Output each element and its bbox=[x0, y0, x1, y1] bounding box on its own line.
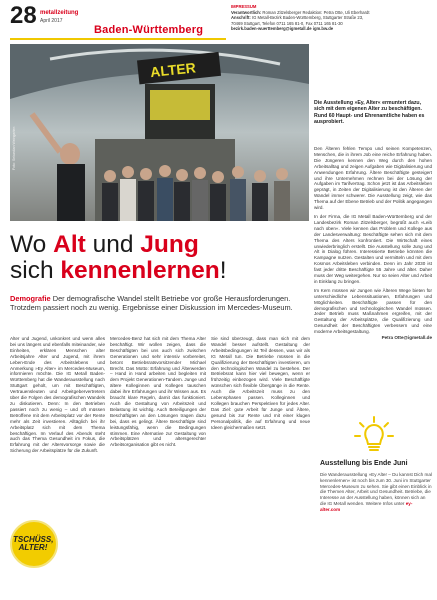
box-body: Die Wanderausstellung »Ey Alter – Du kannst Dich mal kennenlernen« ist noch bis zum 30. Juni im Stuttgarter Mercedes-Museum zu sehen. Sie gibt einen Einblick in die Themen Alter, Arbeit und Gesundheit. Betriebe, die Interesse an der Ausstellung haben, können sich an die IG Metall wenden. Weitere Infos unter bbox=[320, 472, 432, 506]
headline-alt: Alt bbox=[53, 231, 86, 258]
photo-credit: Foto: Sebastian Weingarten bbox=[12, 126, 16, 170]
impressum-line-1: Roman Zitzelsberger Redaktion: Petra Otte, Uli Eberhardt bbox=[262, 9, 370, 15]
lightbulb-icon bbox=[354, 416, 394, 456]
headline bbox=[10, 232, 310, 284]
group-photo bbox=[10, 44, 309, 221]
headline-word: und bbox=[85, 231, 141, 258]
right-column bbox=[314, 146, 432, 341]
article-column-3: Sie sind überzeugt, dass man sich mit dem Wandel besser aufstellt. Gestaltung der Arbeitsbedingungen ist Teil dessen, was wir als IG Metall tun. Die Betriebe müssen in die Qualifizierung der Beschäftigten investieren, um den technologischen Wandel zu bestehen. Der Betriebsrat kann hier viel bewegen, wenn er frühzeitig einbezogen wird. Viele Beschäftigte wünschen sich flexible Übergänge in die Rente. Auch die Arbeitszeit muss zu den Lebensphasen passen. Kolleginnen und Kollegen brauchen Perspektiven für jedes Alter. Das Ziel: gute Arbeit für Junge und Ältere, gesund bis zur Rente und mit einer klugen Personalpolitik, die auf Erfahrung und neue Ideen gleichermaßen setzt. bbox=[211, 336, 310, 430]
magazine-name: metallzeitung bbox=[40, 10, 79, 16]
headline-jung: Jung bbox=[140, 231, 199, 258]
article-column-1: Alter und Jugend, unkonkret und wenn alles bei uns längers und ebenfalls miteinander, wie Einheiten, erklären Menschen alter Arbeitsjahre Alter und Jugend, mit ihrem Leben-Ende des Arbeitslebens und Anmerkung »Ey Alter« im Mercedes-Museum, informieren möchte. Die IG Metall Baden-Württemberg hat die Wanderausstellung nach Stuttgart geholt, um mit Beschäftigten, Vertrauensleuten und Arbeitgebervertretern über die Folgen des demografischen Wandels zu diskutieren. Denn: In den Betrieben passiert noch zu wenig – und oft müssen Betroffene mit dem Arbeitsplatz vor der Rente mehr als Zeit investieren. Alltäglich bei ihr Arbeitsplatz sich mit dem Thema beschäftigen. Im Verlauf des Abends steht auch das Thema Gesundheit im Fokus, die Erfahrung mit der Altersvorsorge sowie die Sicherung der Arbeitsplätze für die Zukunft. bbox=[10, 336, 105, 454]
group-photo-illustration bbox=[10, 44, 309, 221]
page-number: 28 bbox=[10, 2, 37, 29]
impressum-label-2: Anschrift: bbox=[231, 15, 251, 21]
box-text bbox=[320, 472, 432, 513]
box-title: Ausstellung bis Ende Juni bbox=[320, 460, 408, 467]
right-paragraph-2: In der Firma, die IG Metall Baden-Württemberg und der Landesbezirk Roman Zitzelsberger, begrüßt auch »Leib nach oben«. Viele kennen das Problem und Kollege aus der Landesverwaltung: Beschäftigte sehen sich mit dem Thema des Alters konfrontiert. Die Wirtschaft eines unwiederbringlich erstellt. Die Ausstellung solle Jung und Alt in Dialog führen. Interessierte Betriebe könnten die Kampagne nutzen. Gestalten und vermitteln und mit dem Kosmos Arbeitsleben verbinden. Denn im Jahr 2030 ist fast jeder dritte Beschäftigte 55 Jahre und älter. Daher muss der Weg weitergehen. Nur so seien Alter und Arbeit in Einklang zu bringen. bbox=[314, 213, 432, 284]
impressum-title: IMPRESSUM bbox=[231, 4, 257, 9]
article-column-2: Mercedes-Benz hat sich mit dem Thema Alter beschäftigt. Wir wollen zeigen, dass die Beschäftigten bei uns auch sich zwischen Generationen und sehr intensiv vorbereitet, betont Betriebsratsvorsitzender Michael Brecht. Das Motto: Erfahrung und Älterwerden – Hand in Hand arbeiten und begleiten mit dem Projekt Generationen-Tandem. Junge und ältere Kolleginnen und Kollegen tauschen dabei ihre Erfahrungen und ihr Wissen aus. Es braucht klare Regeln, damit das funktioniert. Auch die Gestaltung von Arbeitszeit und Belastung ist wichtig. Auch Beteiligungen der Beschäftigten an den Lösungen tragen dazu bei, dass es gelingt. Ältere Beschäftigte sind leistungsfähig, wenn die Bedingungen stimmen. Eine Alternative zur Gestaltung von Arbeitsplätzen und altersgerechter Arbeitsorganisation gibt es nicht. bbox=[110, 336, 206, 448]
intro-body: Der demografische Wandel stellt Betriebe vor große Herausforderungen. Trotzdem passiert noch zu wenig. Ergebnisse einer Diskussion im Mercedes-Museum. bbox=[10, 294, 293, 312]
impressum bbox=[231, 4, 431, 32]
photo-caption: Die Ausstellung »Ey, Alter« ermuntert dazu, sich mit dem eigenen Alter zu beschäftigen. Rund 60 Haupt- und Ehrenamtliche haben es ausprobiert. bbox=[314, 100, 425, 126]
intro-text bbox=[10, 294, 310, 312]
headline-kennenlernen: kennenlernen bbox=[60, 257, 220, 284]
right-paragraph-3: Im Kern müssen wir Jungen wie Älteren Wege bieten für unterschiedliche Lebenssituationen, Erfahrungen und Möglichkeiten. Beschäftigte passen für den demografischen und technologischen Wandel müssen. Jeder Betrieb muss Maßnahmen ergreifen, mit der Gestaltung der Arbeitsplätze, die Qualifizierung und Gesundheit der Beschäftigten verbessern und eine moderne Arbeitsgestaltung. bbox=[314, 287, 432, 335]
intro-keyword: Demografie bbox=[10, 294, 51, 303]
impressum-line-2: IG Metall-Bezirk Baden-Württemberg, Stuttgarter Straße 23, bbox=[251, 15, 364, 21]
photo-sign-text: ALTER bbox=[149, 59, 197, 81]
issue-date: April 2017 bbox=[40, 18, 63, 24]
headline-word: sich bbox=[10, 257, 61, 284]
impressum-line-3: 70469 Stuttgart, Telefon 0711 165 81-0, Fax 0711 165 81-30 bbox=[231, 20, 343, 26]
impressum-label-1: Verantwortlich: bbox=[231, 9, 262, 15]
headline-word: Wo bbox=[10, 231, 54, 258]
author-signature: Petra Otte@igmetall.de bbox=[381, 335, 432, 341]
impressum-line-4: bezirk.baden-wuerttemberg@igmetall.de igm.bw.de bbox=[231, 26, 334, 32]
region-title: Baden-Württemberg bbox=[94, 24, 204, 36]
box-link[interactable]: ey-alter.com bbox=[320, 500, 413, 512]
header-rule bbox=[10, 38, 226, 40]
headline-word: ! bbox=[219, 257, 227, 284]
sticker-text: TSCHÜSS, ALTER! bbox=[13, 535, 54, 552]
right-paragraph-1: Den Älteren fehlen Tempo und seinen Kompetenzen, Menschen, die in ihrem Job eine reiche Erfahrung haben. Die Jüngeren kennen den Weg durch den hohen Arbeitsalltag und zeigen Aufgaben wie Digitalisierung und Anwendungen Erfahrung. Ältere Beschäftigte gesteigert und ihre Unternehmen rechnen bei der Lösung der Aufgaben im Tarifvertrag. Schon jetzt ist das Arbeitsleben geprägt, in Zeiten der Digitalisierung ist den Älteren der Wandel immer schwerer. Die Ausstellung zeigt, wie das Thema auf der Ebene Betrieb und der Politik angegangen wird. bbox=[314, 146, 432, 211]
